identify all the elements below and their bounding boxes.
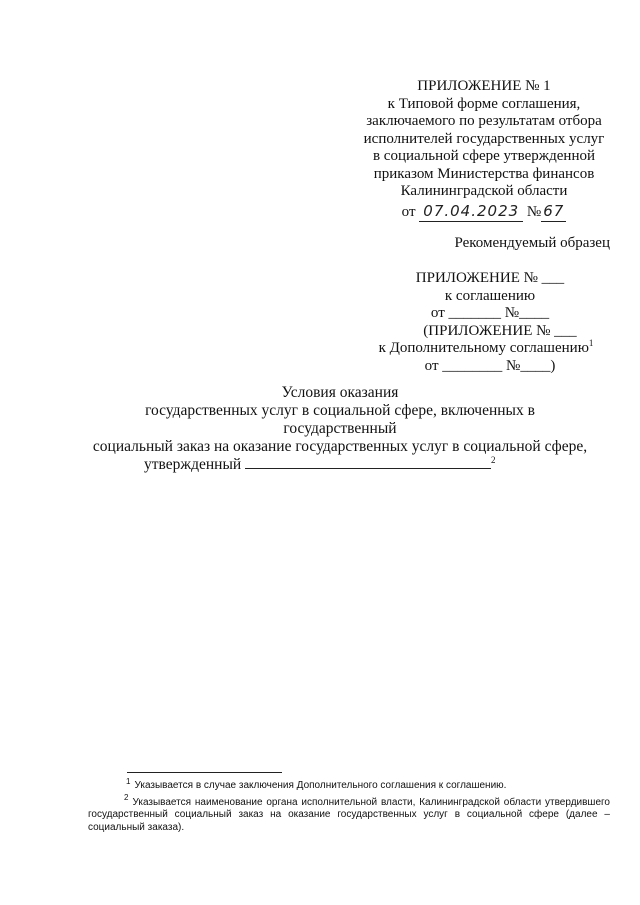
footnote-separator xyxy=(127,772,282,773)
appendix-line-2: к соглашению xyxy=(444,287,536,304)
conditions-line-1: Условия оказания xyxy=(281,384,399,401)
header-date-number-line xyxy=(340,203,628,223)
conditions-line-4: утвержденный $^2$ xyxy=(144,454,496,473)
footnote-ref-2: 2 xyxy=(491,454,496,465)
approved-by-blank xyxy=(245,456,491,469)
handwritten-date: 07.04.2023 xyxy=(419,203,523,223)
header-line-6: приказом Министерства финансов xyxy=(373,165,595,182)
header-line-2: к Типовой форме соглашения, xyxy=(387,95,581,112)
footnote-2: $^2$ Указывается наименование органа исполнительной власти, Калининградской области утвердившего государственный социальный заказ на оказание государственных услуг в социальной сфере (далее –социальный заказа). xyxy=(88,793,610,833)
recommended-sample-label: Рекомендуемый образец xyxy=(454,235,610,251)
header-line-5: в социальной сфере утвержденной xyxy=(372,148,596,164)
header-line-4: исполнителей государственных услуг xyxy=(363,130,605,147)
header-line-7: Калининградской области xyxy=(400,183,568,199)
appendix-header xyxy=(340,78,628,222)
header-line-1: ПРИЛОЖЕНИЕ № 1 xyxy=(417,78,551,94)
conditions-line-2: государственных услуг в социальной сфере, включенных в государственный xyxy=(145,402,535,437)
conditions-line-3: социальный заказ на оказание государственных услуг в социальной сфере, xyxy=(92,438,588,455)
conditions-title xyxy=(90,384,590,474)
footnotes xyxy=(88,776,610,834)
from-label: от xyxy=(401,203,416,220)
appendix-line-5: к Дополнительному соглашению$^1$ xyxy=(378,338,594,356)
appendix-line-1: ПРИЛОЖЕНИЕ № ___ xyxy=(415,270,565,286)
appendix-line-4: (ПРИЛОЖЕНИЕ № ___ xyxy=(423,322,577,339)
header-line-3: заключаемого по результатам отбора xyxy=(366,113,602,129)
footnote-1: $^1$ Указывается в случае заключения Дополнительного соглашения к соглашению. xyxy=(126,776,507,791)
footnote-ref-1: 1 xyxy=(588,338,594,348)
appendix-line-3: от _______ №____ xyxy=(430,305,550,321)
appendix-line-6: от ________ №____) xyxy=(424,357,556,374)
handwritten-number: 67 xyxy=(541,203,566,223)
number-label: № xyxy=(526,203,542,220)
agreement-appendix-block xyxy=(370,270,610,375)
